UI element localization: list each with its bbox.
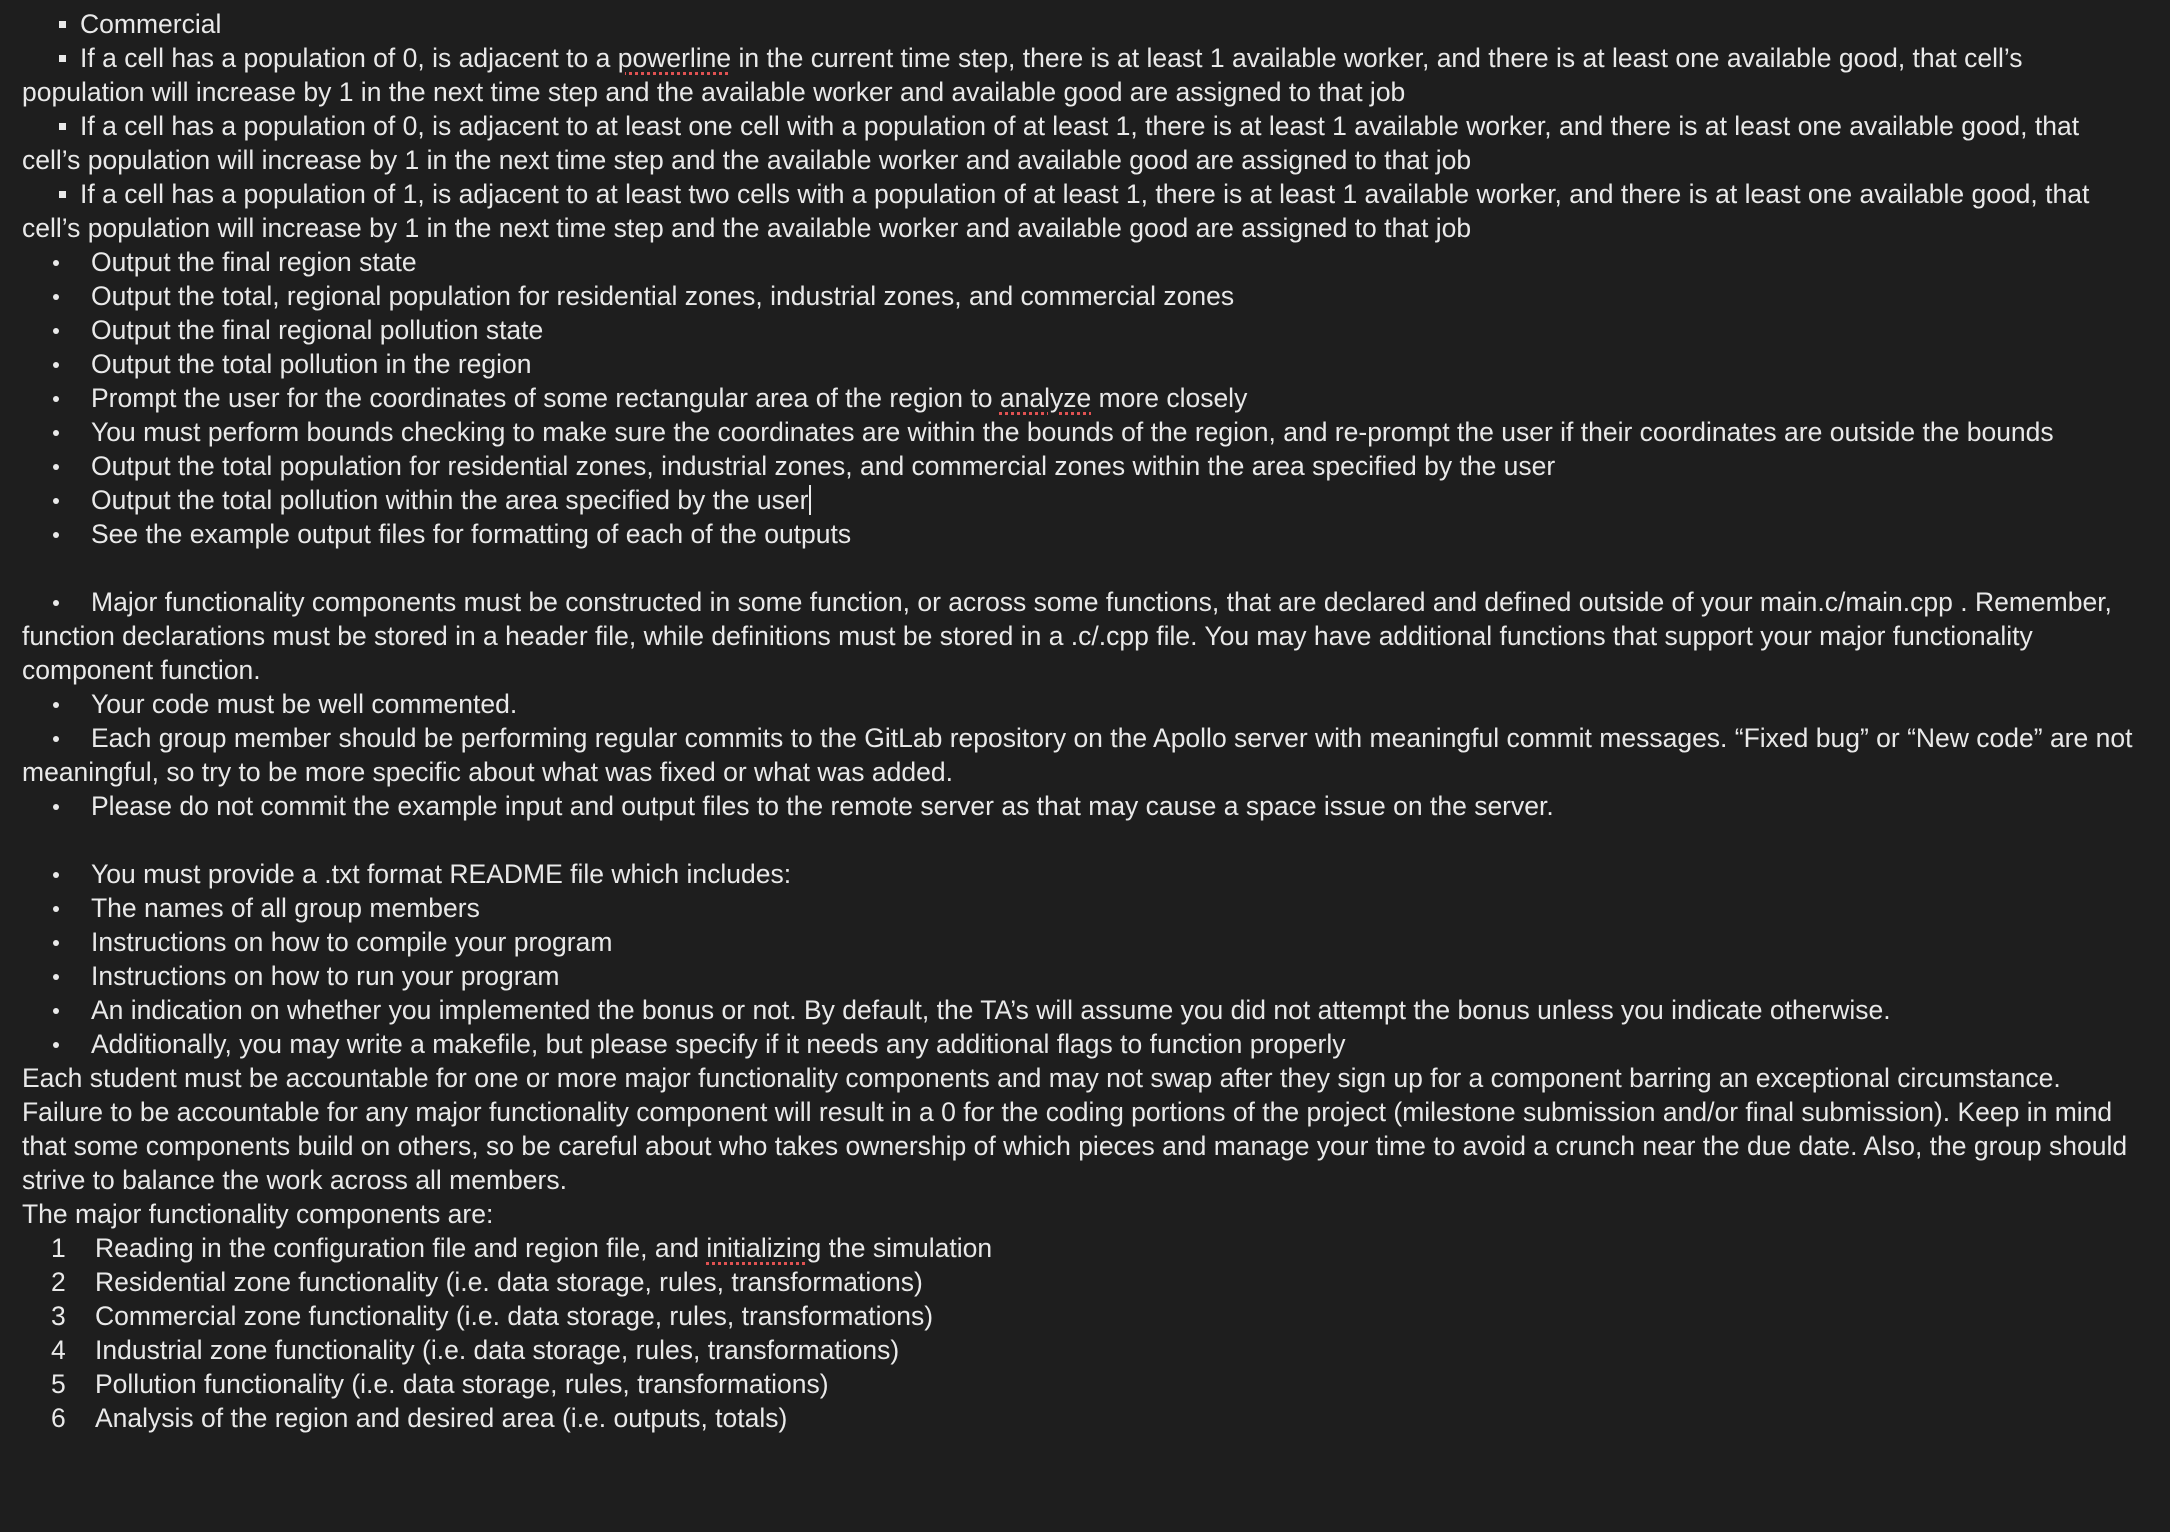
misspelled-word[interactable]: analyze: [999, 383, 1092, 413]
numbered-item: 6 Analysis of the region and desired area (i.e. outputs, totals): [22, 1401, 2140, 1435]
numbered-item: 3 Commercial zone functionality (i.e. data storage, rules, transformations): [22, 1299, 2140, 1333]
item-number: 1: [51, 1233, 66, 1263]
list-item: Output the final regional pollution state: [91, 315, 544, 345]
item-number: 3: [51, 1301, 66, 1331]
item-number: 5: [51, 1369, 66, 1399]
numbered-item: 5 Pollution functionality (i.e. data storage, rules, transformations): [22, 1367, 2140, 1401]
list-item: See the example output files for formatting of each of the outputs: [91, 519, 852, 549]
paragraph: Each student must be accountable for one or more major functionality components and may not swap after they sign up for a component barring an exceptional circumstance. Failure to be accountable for any major functionality component will result in a 0 for the coding portions of the project (milestone submission and/or final submission). Keep in mind that some components build on others, so be careful about who takes ownership of which pieces and manage your time to avoid a crunch near the due date. Also, the group should strive to balance the work across all members.: [22, 1063, 2128, 1195]
list-item: Your code must be well commented.: [91, 689, 518, 719]
list-item: The names of all group members: [91, 893, 480, 923]
list-item: Prompt the user for the coordinates of some rectangular area of the region to analyze more closely: [91, 383, 1248, 413]
list-item: Output the total population for residential zones, industrial zones, and commercial zones within the area specified by the user: [91, 451, 1556, 481]
list-item: Commercial: [80, 9, 222, 39]
list-item: Please do not commit the example input and output files to the remote server as that may cause a space issue on the server.: [91, 791, 1554, 821]
blank-line: [22, 823, 2140, 857]
list-item: Output the total pollution within the area specified by the user: [22, 483, 2140, 517]
list-item: An indication on whether you implemented the bonus or not. By default, the TA’s will assume you did not attempt the bonus unless you indicate otherwise.: [91, 995, 1891, 1025]
item-number: 2: [51, 1267, 66, 1297]
misspelled-word[interactable]: initializing: [706, 1233, 822, 1263]
list-item: If a cell has a population of 0, is adjacent to at least one cell with a population of at least 1, there is at least 1 available worker, and there is at least one available good, that cell’s population will increase by 1 in the next time step and the available worker and available good are assigned to that job: [22, 111, 2080, 175]
list-item: Instructions on how to run your program: [91, 961, 560, 991]
text-cursor: [809, 485, 811, 515]
misspelled-word[interactable]: powerline: [617, 43, 732, 73]
numbered-item: 2 Residential zone functionality (i.e. data storage, rules, transformations): [22, 1265, 2140, 1299]
blank-line: [22, 551, 2140, 585]
numbered-item: 4 Industrial zone functionality (i.e. data storage, rules, transformations): [22, 1333, 2140, 1367]
components-intro: The major functionality components are:: [22, 1199, 494, 1229]
list-item: Output the total, regional population for residential zones, industrial zones, and commercial zones: [91, 281, 1235, 311]
list-item: Major functionality components must be constructed in some function, or across some functions, that are declared and defined outside of your main.c/main.cpp . Remember, function declarations must be stored in a header file, while definitions must be stored in a .c/.cpp file. You may have additional functions that support your major functionality component function.: [22, 587, 2112, 685]
item-number: 4: [51, 1335, 66, 1365]
list-item: Each group member should be performing regular commits to the GitLab repository on the Apollo server with meaningful commit messages. “Fixed bug” or “New code” are not meaningful, so try to be more specific about what was fixed or what was added.: [22, 723, 2133, 787]
list-item: Output the total pollution in the region: [91, 349, 532, 379]
list-item: If a cell has a population of 1, is adjacent to at least two cells with a population of at least 1, there is at least 1 available worker, and there is at least one available good, that cell’s population will increase by 1 in the next time step and the available worker and available good are assigned to that job: [22, 179, 2090, 243]
list-item: Additionally, you may write a makefile, but please specify if it needs any additional flags to function properly: [91, 1029, 1346, 1059]
list-item: Output the final region state: [91, 247, 417, 277]
list-item: You must perform bounds checking to make sure the coordinates are within the bounds of the region, and re-prompt the user if their coordinates are outside the bounds: [91, 417, 2054, 447]
list-item: You must provide a .txt format README file which includes:: [91, 859, 792, 889]
list-item: If a cell has a population of 0, is adjacent to a powerline in the current time step, there is at least 1 available worker, and there is at least one available good, that cell’s population will increase by 1 in the next time step and the available worker and available good are assigned to that job: [22, 43, 2023, 107]
item-number: 6: [51, 1403, 66, 1433]
list-item: Instructions on how to compile your program: [91, 927, 613, 957]
numbered-item: 1 Reading in the configuration file and region file, and initializing the simulation: [22, 1231, 2140, 1265]
